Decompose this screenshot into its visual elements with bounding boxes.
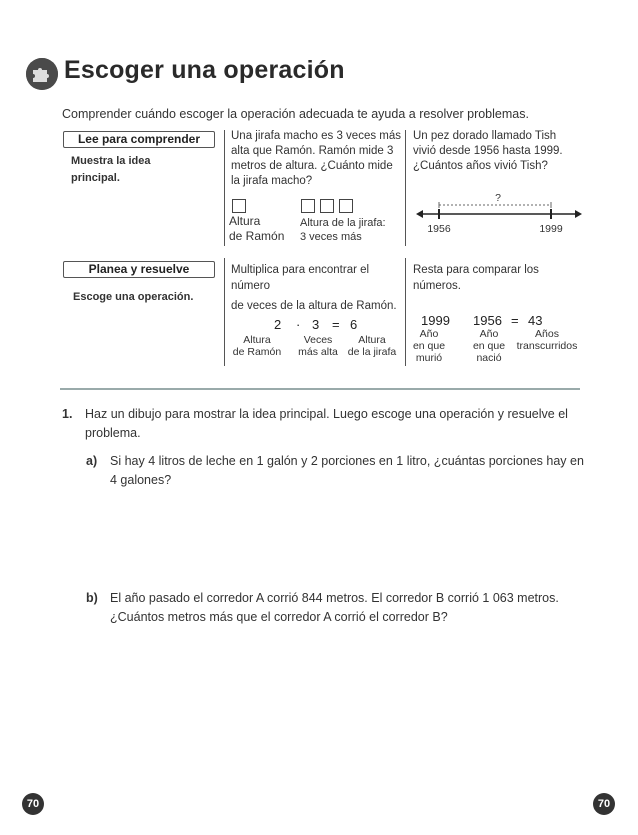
column-divider — [405, 258, 406, 366]
part-b-text: El año pasado el corredor A corrió 844 metros. El corredor B corrió 1 063 metros. ¿Cuántos metros más que el corredor A corrió el corredor B? — [110, 591, 559, 624]
subtract-instruction: Resta para comparar los números. — [413, 264, 539, 292]
planea-instruction: Escoge una operación. — [73, 291, 194, 303]
exercise-intro: Haz un dibujo para mostrar la idea principal. Luego escoge una operación y resuelve el problema. — [85, 407, 568, 440]
part-a-text: Si hay 4 litros de leche en 1 galón y 2 porciones en 1 litro, ¿cuántas porciones hay en 4 galones? — [110, 454, 584, 487]
planea-y-resuelve-label: Planea y resuelve — [63, 261, 215, 278]
timeline-end: 1999 — [539, 223, 563, 235]
sub-subtrahend: 1956 — [473, 313, 502, 328]
timeline-question: ? — [495, 192, 501, 204]
sub-difference: 43 — [528, 313, 543, 328]
sub-minuend: 1999 — [421, 313, 450, 328]
giraffe-square — [320, 199, 334, 213]
section-divider — [60, 388, 580, 390]
column-divider — [224, 258, 225, 366]
mult-label: Altura de Ramón — [232, 334, 282, 358]
part-a-letter: a) — [86, 454, 98, 468]
page-subtitle: Comprender cuándo escoger la operación adecuada te ayuda a resolver problemas. — [62, 107, 529, 121]
sub-label: Año en que nació — [472, 328, 506, 364]
mult-product: 6 — [350, 317, 358, 332]
part-b-letter: b) — [86, 591, 98, 605]
sub-equals: = — [511, 313, 519, 328]
page-title: Escoger una operación — [64, 56, 345, 84]
lee-para-comprender-label: Lee para comprender — [63, 131, 215, 148]
page-number-left: 70 — [22, 793, 44, 815]
ramon-square — [232, 199, 246, 213]
giraffe-square — [339, 199, 353, 213]
mult-factor-b: 3 — [312, 317, 320, 332]
mult-equals: = — [332, 317, 340, 332]
mult-factor-a: 2 — [274, 317, 282, 332]
page-number-right: 70 — [593, 793, 615, 815]
sub-label: Año en que murió — [412, 328, 446, 364]
sub-label: Años transcurridos — [516, 328, 578, 352]
column-divider — [405, 130, 406, 246]
mult-operator: · — [296, 317, 301, 332]
giraffe-height-label: Altura de la jirafa: 3 veces más — [300, 217, 386, 243]
ramon-height-label: Altura de Ramón — [229, 214, 285, 243]
mult-label: Altura de la jirafa — [347, 334, 397, 358]
multiply-instruction: Multiplica para encontrar el número de veces de la altura de Ramón. — [231, 264, 397, 312]
column-divider — [224, 130, 225, 246]
giraffe-problem: Una jirafa macho es 3 veces más alta que Ramón. Ramón mide 3 metros de altura. ¿Cuánto mide la jirafa macho? — [231, 130, 402, 187]
lee-instruction: Muestra la idea principal. — [71, 155, 151, 184]
fish-problem: Un pez dorado llamado Tish vivió desde 1956 hasta 1999. ¿Cuántos años vivió Tish? — [413, 130, 563, 172]
mult-label: Veces más alta — [298, 334, 338, 358]
puzzle-icon — [26, 58, 58, 90]
giraffe-square — [301, 199, 315, 213]
timeline-start: 1956 — [427, 223, 451, 235]
exercise-number: 1. — [62, 407, 73, 421]
